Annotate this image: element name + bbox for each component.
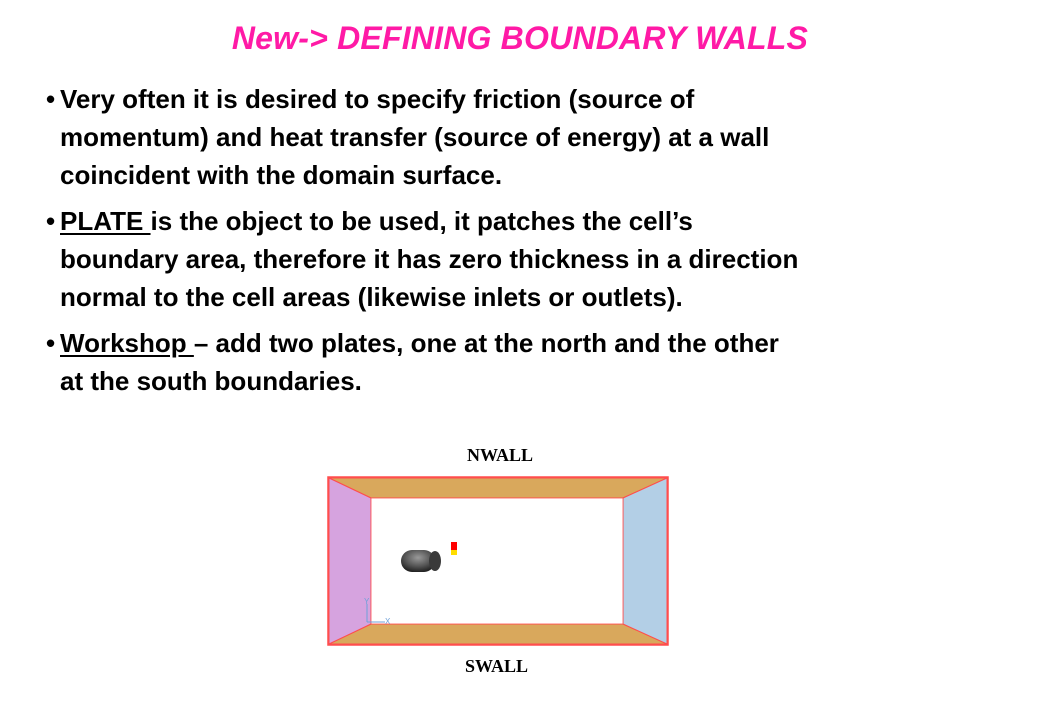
bullet-list: [46, 80, 1006, 408]
bullet-dot: •: [46, 328, 56, 358]
bullet-2-line-1-rest: is the object to be used, it patches the cell’s: [150, 206, 693, 236]
north-wall-plate: [329, 478, 667, 498]
bullet-1-line-1: Very often it is desired to specify friction (source of: [60, 84, 695, 114]
bullet-item-3: [46, 324, 1006, 400]
bullet-2-line-3: normal to the cell areas (likewise inlets or outlets).: [60, 282, 683, 312]
bullet-1-line-2: momentum) and heat transfer (source of energy) at a wall: [60, 122, 770, 152]
cylinder-object: [401, 550, 441, 572]
south-wall-plate: [329, 624, 667, 644]
source-marker-base: [451, 550, 457, 555]
bullet-item-2: [46, 202, 1006, 316]
west-face: [329, 478, 371, 644]
axis-x-label: X: [385, 617, 391, 626]
workshop-keyword: Workshop: [60, 328, 194, 358]
bullet-3-line-2: at the south boundaries.: [60, 366, 362, 396]
nwall-label: NWALL: [467, 445, 534, 465]
bullet-3-line-1-rest: – add two plates, one at the north and the other: [193, 328, 779, 358]
bullet-1-line-3: coincident with the domain surface.: [60, 160, 503, 190]
bullet-2-line-2: boundary area, therefore it has zero thickness in a direction: [60, 244, 799, 274]
bullet-3-line-1: [60, 324, 1006, 362]
bullet-dot: •: [46, 84, 56, 114]
bullet-2-line-1: [60, 202, 1006, 240]
plate-keyword: PLATE: [60, 206, 151, 236]
slide-title: New-> DEFINING BOUNDARY WALLS: [231, 20, 809, 56]
bullet-dot: •: [46, 206, 56, 236]
domain-figure: [327, 476, 669, 646]
swall-label: SWALL: [465, 656, 529, 676]
source-marker: [451, 542, 457, 550]
east-face: [623, 478, 667, 644]
bullet-item-1: [46, 80, 1006, 194]
axis-y-label: Y: [364, 597, 370, 606]
